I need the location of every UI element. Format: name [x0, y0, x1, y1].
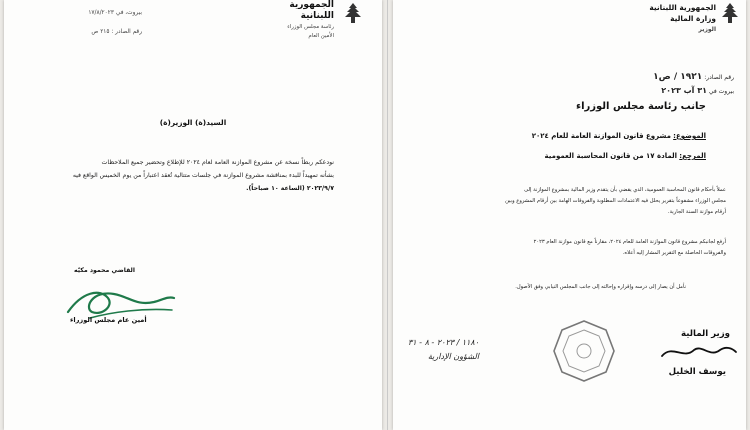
subject-text: مشروع قانون الموازنة العامة للعام ٢٠٢٤	[531, 132, 671, 140]
paragraph-line: والفروقات الحاصلة مع التقرير المشار إليه أعلاه.	[622, 250, 726, 256]
right-letter-page	[393, 0, 746, 430]
minister-signature-mark	[658, 340, 738, 364]
org-name	[289, 0, 334, 22]
paragraph-line: أرفع لجانبكم مشروع قانون الموازنة العامة للعام ٢٠٢٤، مقارناً مع قانون موازنة العام ٢٠٢٣	[533, 239, 726, 245]
addressee: السيد(ة) الوزير(ة)	[159, 118, 227, 127]
subject-label: الموضوع:	[673, 132, 706, 140]
cedar-emblem-icon	[342, 2, 364, 26]
body-line: بشأنه تمهيداً للبدء بمناقشة مشروع الموازنة في جلسات متتالية تُعقد اعتباراً من يوم الخميس الواقع فيه	[72, 172, 334, 179]
ref-number-value: ١٩٢١ / ص١	[653, 72, 703, 82]
paragraph-2	[534, 237, 726, 259]
signatory-name: القاضي محمود مكيّه	[74, 267, 135, 274]
left-letter-page	[4, 0, 382, 430]
subject-row	[532, 130, 706, 143]
scan-divider	[387, 0, 388, 430]
org-line1: الجمهورية اللبنانية	[649, 3, 716, 12]
office-name	[287, 23, 334, 41]
addressee: جانب رئاسة مجلس الوزراء	[575, 101, 706, 112]
paragraph-line: مجلس الوزراء مشفوعاً بتقرير يحلل فيه الاعتمادات المطلوبة والفروقات الهامة بين أرقام المشروع وبين	[505, 198, 726, 204]
office-line1: رئاسة مجلس الوزراء	[287, 24, 334, 30]
date-row	[584, 86, 734, 95]
paragraph-1	[505, 185, 726, 218]
date-label: بيروت في	[708, 88, 734, 95]
signatory-title: أمين عام مجلس الوزراء	[70, 316, 147, 324]
org-line2: وزارة المالية	[670, 14, 716, 23]
republic-crest-icon	[719, 2, 741, 26]
body-paragraph	[73, 156, 334, 195]
paragraph-line: عملاً بأحكام قانون المحاسبة العمومية، الذي يقضي بأن يتقدم وزير المالية بمشروع الموازنة إلى	[524, 187, 726, 193]
paragraph-line: أرقام موازنة السنة الجارية.	[667, 209, 726, 215]
body-line: ٢٠٢٣/٩/٧ (الساعة ١٠ صباحاً).	[246, 185, 334, 192]
reference-label: المرجع:	[679, 152, 706, 160]
body-line: نودعكم ربطاً نسخة عن مشروع الموازنة العامة لعام ٢٠٢٤ للإطلاع وتحضير جميع الملاحظات	[101, 159, 334, 166]
org-line2: اللبنانية	[300, 11, 334, 21]
official-stamp	[551, 318, 617, 384]
ref-label: رقم الصادر : ٢١٥ ص	[91, 29, 142, 35]
date-value: ٣١ آب ٢٠٢٣	[661, 86, 707, 95]
closing-line: نأمل أن يصار إلى درسه وإقراره وإحالته إلى جانب المجلس النيابي وفق الأصول.	[515, 284, 686, 290]
ref-number-label: رقم الصادر:	[704, 74, 734, 81]
org-header	[649, 2, 716, 35]
ref-row	[584, 72, 734, 82]
office-line2: الأمين العام	[308, 33, 334, 39]
signer-name: يوسف الخليل	[668, 367, 726, 377]
reference-text: المادة ١٧ من قانون المحاسبة العمومية	[544, 152, 678, 160]
date-label: بيروت، في ١٧/٨/٢٠٢٣	[88, 10, 142, 16]
handwritten-note: ١١٨٠ / ٢٠٢٣ - ٨ - ٣١ الشؤون الإدارية	[407, 338, 479, 361]
org-line1: الجمهورية	[289, 0, 334, 10]
office-label: الوزير	[698, 26, 716, 33]
reference-row	[545, 150, 706, 163]
signer-title: وزير المالية	[681, 329, 730, 339]
